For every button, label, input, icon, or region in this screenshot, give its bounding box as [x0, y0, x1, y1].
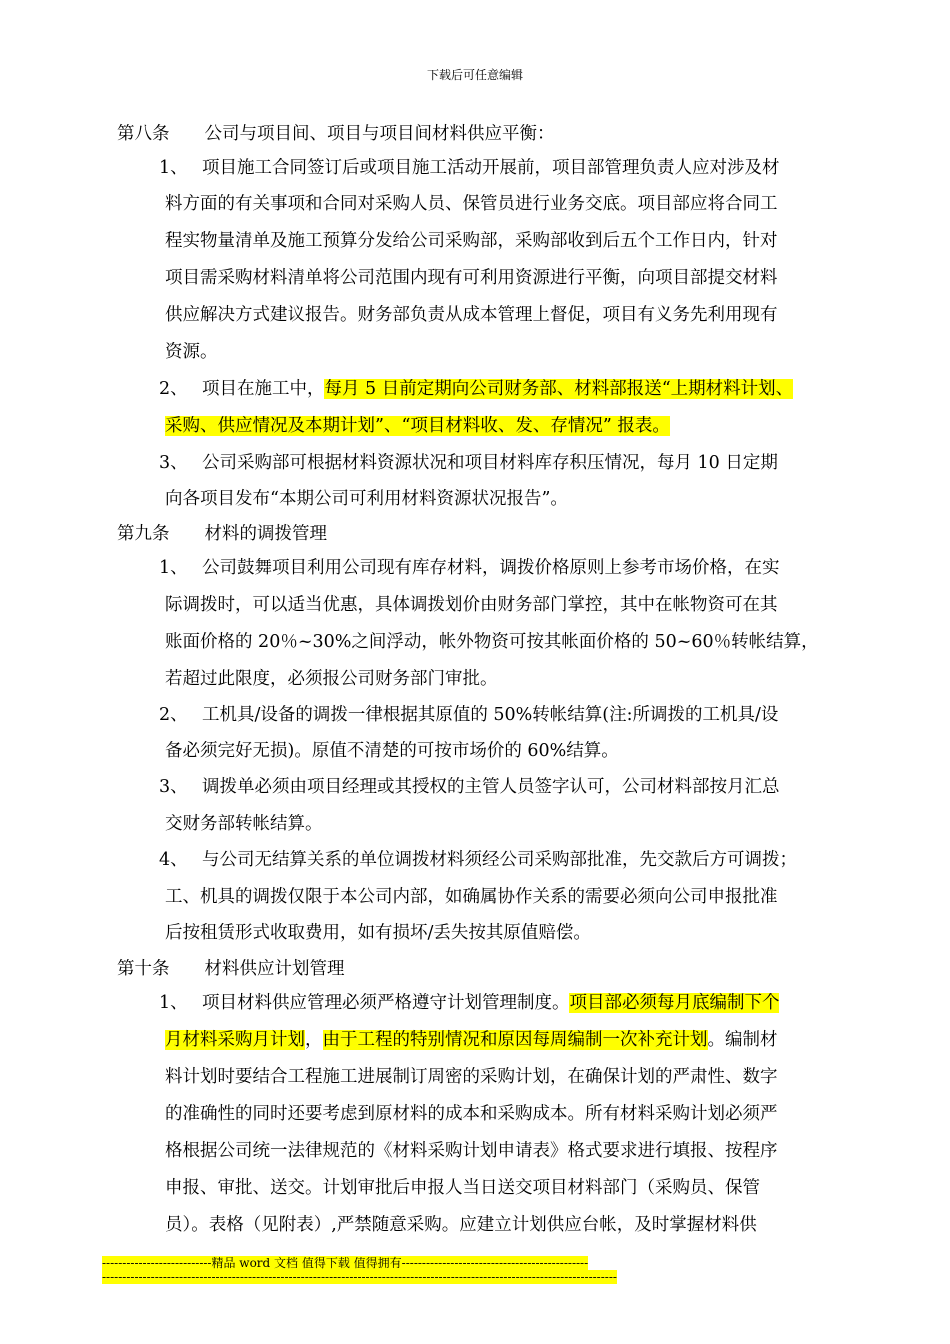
- highlighted-text: 由于工程的特别情况和原因每周编制一次补充计划: [322, 1030, 708, 1050]
- text-line: [165, 739, 619, 763]
- text-line: [117, 122, 555, 146]
- text-line: [165, 303, 778, 327]
- text-segment: 员）。表格（见附表）,严禁随意采购。应建立计划供应台帐，及时掌握材料供: [165, 1215, 757, 1235]
- text-segment: 际调拨时，可以适当优惠，具体调拨划价由财务部门掌控，其中在帐物资可在其: [165, 595, 778, 615]
- text-line: [165, 921, 591, 945]
- text-line: [117, 957, 345, 981]
- text-segment: 后按租赁形式收取费用，如有损坏/丢失按其原值赔偿。: [165, 923, 591, 943]
- text-segment: 2、 项目在施工中，: [159, 379, 325, 399]
- text-segment: 1、 公司鼓舞项目利用公司现有库存材料，调拨价格原则上参考市场价格，在实: [159, 558, 780, 578]
- text-line: [159, 991, 779, 1015]
- text-segment: 1、 项目材料供应管理必须严格遵守计划管理制度。: [159, 993, 570, 1013]
- text-line: [159, 556, 779, 580]
- highlighted-text: 每月 5 日前定期向公司财务部、材料部报送“上期材料计划、: [324, 379, 794, 399]
- text-line: [165, 1213, 757, 1237]
- text-line: [159, 848, 797, 872]
- text-line: [165, 1065, 778, 1089]
- text-segment: ，: [305, 1030, 323, 1050]
- text-segment: 资源。: [165, 342, 218, 362]
- text-segment: 账面价格的 20％~30%之间浮动，帐外物资可按其帐面价格的 50~60％转帐结算，: [165, 632, 819, 652]
- text-segment: 1、 项目施工合同签订后或项目施工活动开展前，项目部管理负责人应对涉及材: [159, 158, 780, 178]
- text-segment: 项目需采购材料清单将公司范围内现有可利用资源进行平衡，向项目部提交材料: [165, 268, 778, 288]
- text-line: [165, 885, 778, 909]
- text-line: [165, 229, 778, 253]
- text-segment: 工、机具的调拨仅限于本公司内部，如确属协作关系的需要必须向公司申报批准: [165, 887, 778, 907]
- highlighted-text: 月材料采购月计划: [165, 1030, 305, 1050]
- text-line: [159, 156, 779, 180]
- text-line: [165, 192, 778, 216]
- highlighted-text: 采购、供应情况及本期计划”、“项目材料收、发、存情况” 报表。: [165, 416, 670, 436]
- text-line: [165, 266, 778, 290]
- text-segment: 第八条 公司与项目间、项目与项目间材料供应平衡：: [117, 124, 555, 144]
- text-segment: 程实物量清单及施工预算分发给公司采购部，采购部收到后五个工作日内，针对: [165, 231, 778, 251]
- text-segment: 3、 调拨单必须由项目经理或其授权的主管人员签字认可，公司材料部按月汇总: [159, 777, 780, 797]
- text-line: [159, 451, 778, 475]
- text-line: [165, 630, 819, 654]
- footer-dashes: -------------------------------------------------------------------------------------------------------------------------------: [102, 1270, 617, 1284]
- footer-text: ---------------------------精品 word 文档 值得下载 值得拥有----------------------------------------------: [102, 1256, 589, 1270]
- page-header: 下载后可任意编辑: [426, 68, 523, 82]
- text-segment: 供应解决方式建议报告。财务部负责从成本管理上督促，项目有义务先利用现有: [165, 305, 778, 325]
- text-line: [165, 340, 218, 364]
- text-line: [165, 1139, 778, 1163]
- text-segment: 备必须完好无损)。原值不清楚的可按市场价的 60%结算。: [165, 741, 619, 761]
- text-line: [165, 667, 498, 691]
- text-segment: 第十条 材料供应计划管理: [117, 959, 345, 979]
- text-segment: 格根据公司统一法律规范的《材料采购计划申请表》格式要求进行填报、按程序: [165, 1141, 778, 1161]
- text-line: [165, 593, 778, 617]
- text-line: [165, 1102, 778, 1126]
- text-segment: 申报、审批、送交。计划审批后申报人当日送交项目材料部门（采购员、保管: [165, 1178, 760, 1198]
- text-segment: 4、 与公司无结算关系的单位调拨材料须经公司采购部批准，先交款后方可调拨；: [159, 850, 797, 870]
- text-line: [165, 414, 670, 438]
- text-segment: 。编制材: [707, 1030, 778, 1050]
- text-segment: 的准确性的同时还要考虑到原材料的成本和采购成本。所有材料采购计划必须严: [165, 1104, 778, 1124]
- footer-watermark-line-2: [102, 1270, 617, 1284]
- footer-watermark-line-1: [102, 1256, 588, 1270]
- text-segment: 料方面的有关事项和合同对采购人员、保管员进行业务交底。项目部应将合同工: [165, 194, 778, 214]
- text-segment: 交财务部转帐结算。: [165, 814, 323, 834]
- text-line: [165, 1176, 760, 1200]
- text-segment: 第九条 材料的调拨管理: [117, 524, 327, 544]
- highlighted-text: 项目部必须每月底编制下个: [569, 993, 780, 1013]
- text-segment: 若超过此限度，必须报公司财务部门审批。: [165, 669, 498, 689]
- text-line: [165, 487, 568, 511]
- text-segment: 向各项目发布“本期公司可利用材料资源状况报告”。: [165, 489, 568, 509]
- text-line: [117, 522, 327, 546]
- text-line: [159, 775, 779, 799]
- text-segment: 3、 公司采购部可根据材料资源状况和项目材料库存积压情况，每月 10 日定期: [159, 453, 778, 473]
- text-line: [165, 1028, 778, 1052]
- text-segment: 2、 工机具/设备的调拨一律根据其原值的 50%转帐结算(注:所调拨的工机具/设: [159, 705, 779, 725]
- text-line: [159, 377, 793, 401]
- text-segment: 料计划时要结合工程施工进展制订周密的采购计划，在确保计划的严肃性、数字: [165, 1067, 778, 1087]
- text-line: [159, 703, 778, 727]
- text-line: [165, 812, 323, 836]
